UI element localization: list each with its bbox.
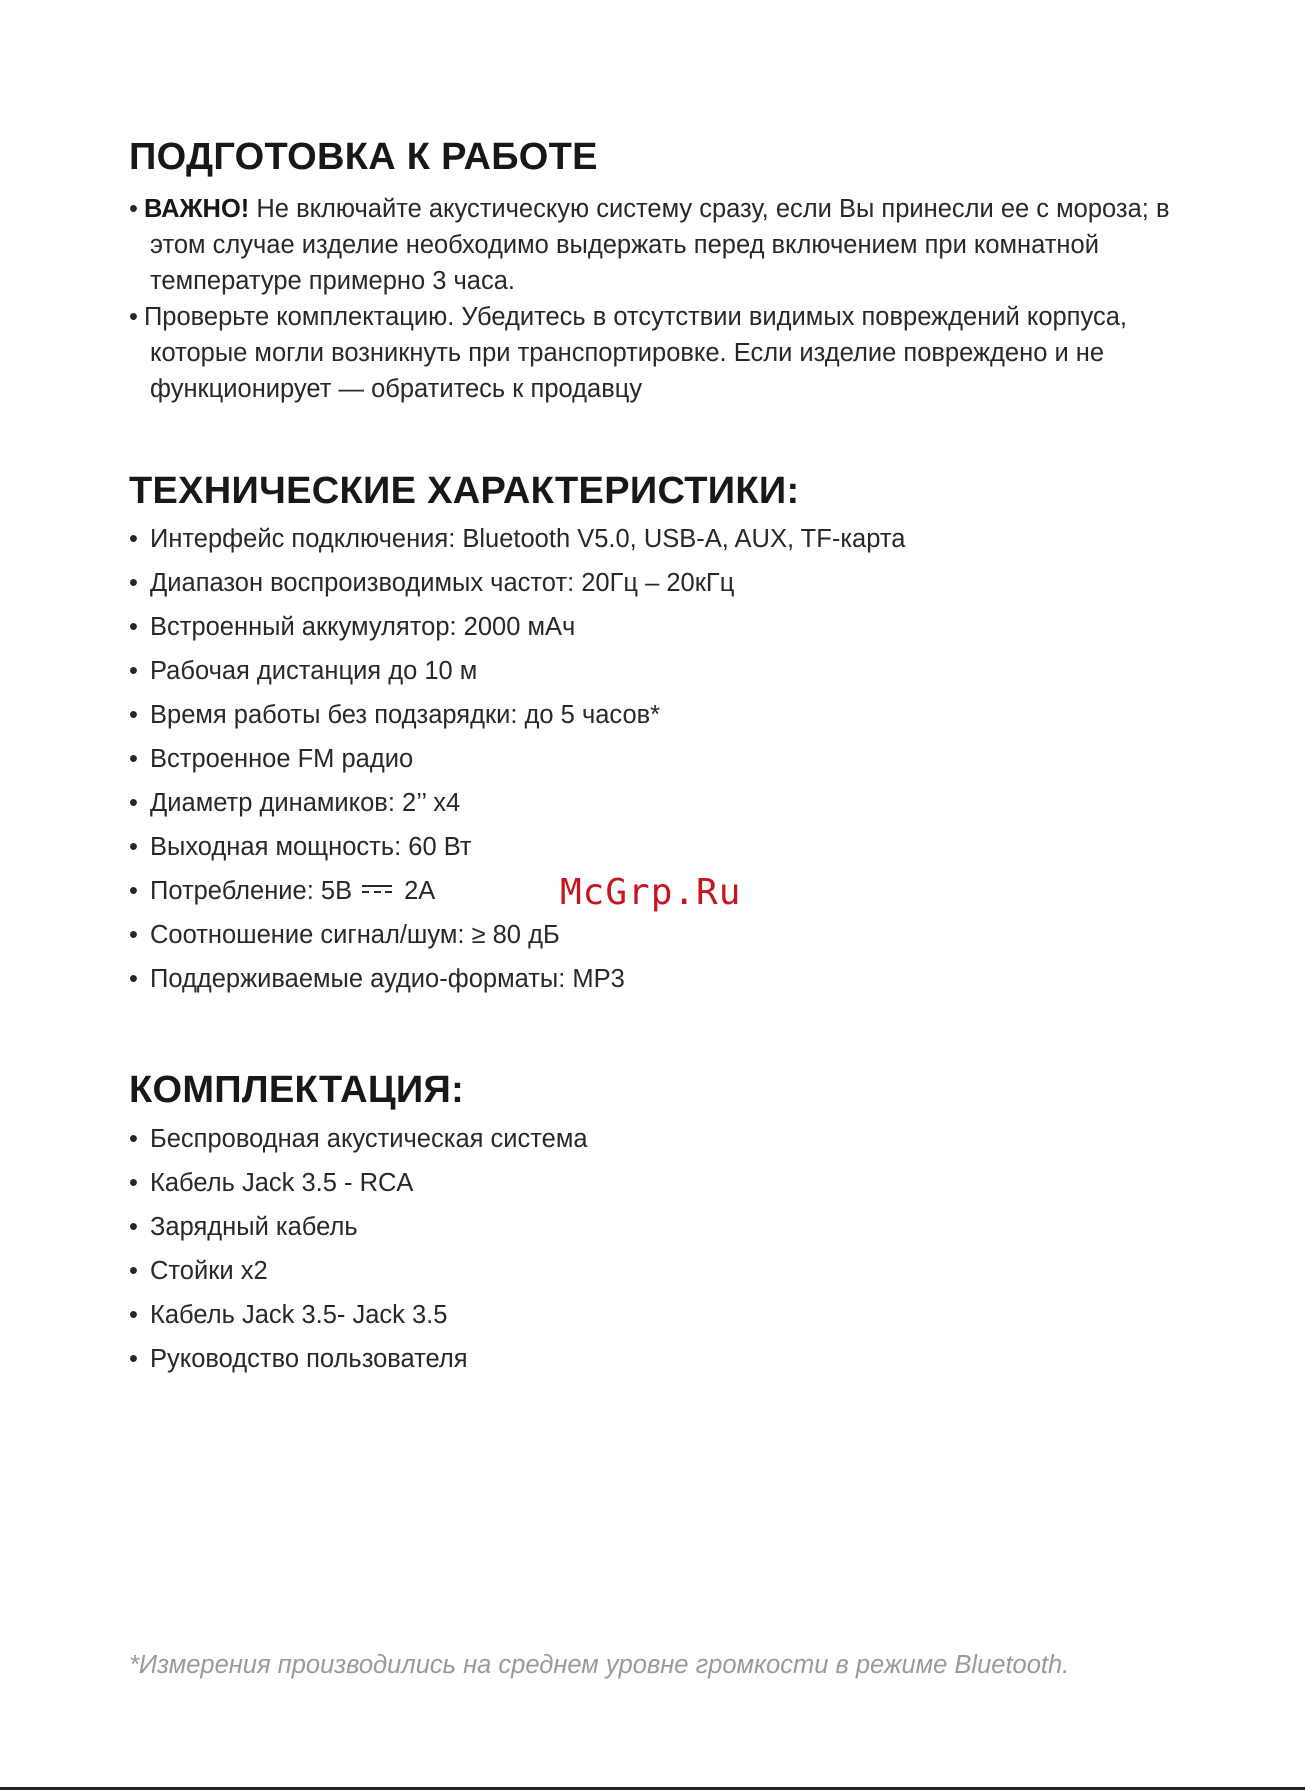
important-label: ВАЖНО!: [143, 195, 250, 223]
package-item: • Кабель Jack 3.5 - RCA: [129, 1169, 414, 1197]
spec-item: • Поддерживаемые аудио-форматы: MP3: [129, 965, 625, 993]
spec-item: • Встроенное FM радио: [129, 745, 414, 773]
spec-item: • Диапазон воспроизводимых частот: 20Гц – 20кГц: [129, 569, 735, 597]
spec-item: • Встроенный аккумулятор: 2000 мАч: [129, 613, 576, 641]
spec-item: • Выходная мощность: 60 Вт: [129, 833, 472, 861]
watermark: McGrp.Ru: [560, 872, 742, 913]
dc-current-icon: [362, 885, 392, 894]
package-heading: КОМПЛЕКТАЦИЯ:: [129, 1069, 465, 1111]
spec-item-power: • Потребление: 5В 2А: [129, 877, 436, 905]
preparation-item-check: • Проверьте комплектацию. Убедитесь в отсутствии видимых повреждений корпуса, которые могли возникнуть при транспортировке. Если изделие повреждено и не функционирует — обратитесь к продавцу: [129, 303, 1127, 403]
package-item: • Зарядный кабель: [129, 1213, 358, 1241]
page-bottom-rule: [0, 1787, 1305, 1790]
spec-item: • Интерфейс подключения: Bluetooth V5.0, USB-A, AUX, TF-карта: [129, 525, 906, 553]
package-item: • Руководство пользователя: [129, 1345, 468, 1373]
spec-item: • Диаметр динамиков: 2’’ x4: [129, 789, 461, 817]
package-item: • Беспроводная акустическая система: [129, 1125, 588, 1153]
package-item: • Кабель Jack 3.5- Jack 3.5: [129, 1301, 448, 1329]
package-item: • Стойки x2: [129, 1257, 268, 1285]
spec-item: • Соотношение сигнал/шум: ≥ 80 дБ: [129, 921, 560, 949]
spec-item: • Время работы без подзарядки: до 5 часов*: [129, 701, 661, 729]
specs-heading: ТЕХНИЧЕСКИЕ ХАРАКТЕРИСТИКИ:: [129, 470, 800, 512]
preparation-heading: ПОДГОТОВКА К РАБОТЕ: [129, 136, 598, 178]
preparation-item-important: • ВАЖНО! Не включайте акустическую систему сразу, если Вы принесли ее с мороза; в этом случае изделие необходимо выдержать перед включением при комнатной температуре примерно 3 часа.: [129, 195, 1170, 295]
spec-item: • Рабочая дистанция до 10 м: [129, 657, 478, 685]
footnote: *Измерения производились на среднем уровне громкости в режиме Bluetooth.: [129, 1651, 1070, 1679]
